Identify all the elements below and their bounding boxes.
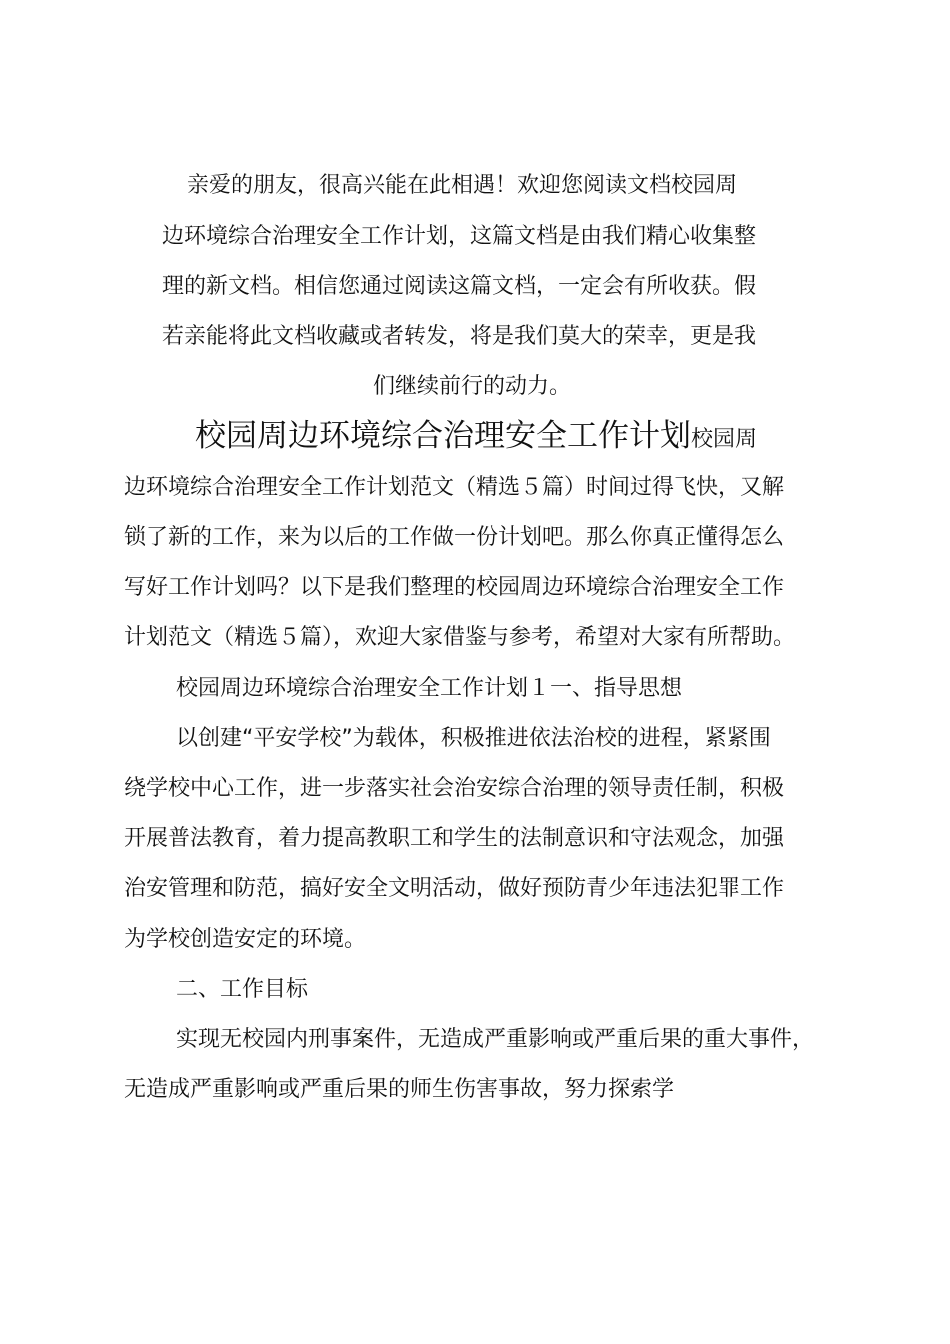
section-heading: 二、工作目标 [176, 977, 309, 1002]
body-line: 实现无校园内刑事案件，无造成严重影响或严重后果的重大事件， [176, 1027, 815, 1052]
body-line: 开展普法教育，着力提高教职工和学生的法制意识和守法观念，加强 [124, 826, 785, 851]
body-line: 绕学校中心工作，进一步落实社会治安综合治理的领导责任制，积极 [124, 776, 785, 801]
body-line: 写好工作计划吗？以下是我们整理的校园周边环境综合治理安全工作 [124, 575, 785, 600]
intro-line: 们继续前行的动力。 [373, 374, 572, 399]
body-line: 计划范文（精选５篇），欢迎大家借鉴与参考，希望对大家有所帮助。 [124, 625, 796, 650]
body-line: 为学校创造安定的环境。 [124, 927, 367, 952]
body-line: 无造成严重影响或严重后果的师生伤害事故，努力探索学 [124, 1077, 675, 1102]
intro-line: 亲爱的朋友，很高兴能在此相遇！欢迎您阅读文档校园周 [187, 173, 738, 198]
intro-line: 若亲能将此文档收藏或者转发，将是我们莫大的荣幸，更是我 [162, 324, 757, 349]
document-title: 校园周边环境综合治理安全工作计划 [195, 418, 691, 454]
document-title-tail: 校园周 [691, 427, 758, 452]
document-title-row [195, 416, 757, 456]
body-line: 以创建“平安学校”为载体，积极推进依法治校的进程，紧紧围 [176, 726, 771, 751]
section-heading: 校园周边环境综合治理安全工作计划１一、指导思想 [176, 676, 683, 701]
body-line: 锁了新的工作，来为以后的工作做一份计划吧。那么你真正懂得怎么 [124, 525, 785, 550]
body-line: 治安管理和防范，搞好安全文明活动，做好预防青少年违法犯罪工作 [124, 876, 785, 901]
intro-line: 边环境综合治理安全工作计划，这篇文档是由我们精心收集整 [162, 224, 757, 249]
intro-line: 理的新文档。相信您通过阅读这篇文档，一定会有所收获。假 [162, 274, 757, 299]
body-line: 边环境综合治理安全工作计划范文（精选５篇）时间过得飞快，又解 [124, 475, 785, 500]
